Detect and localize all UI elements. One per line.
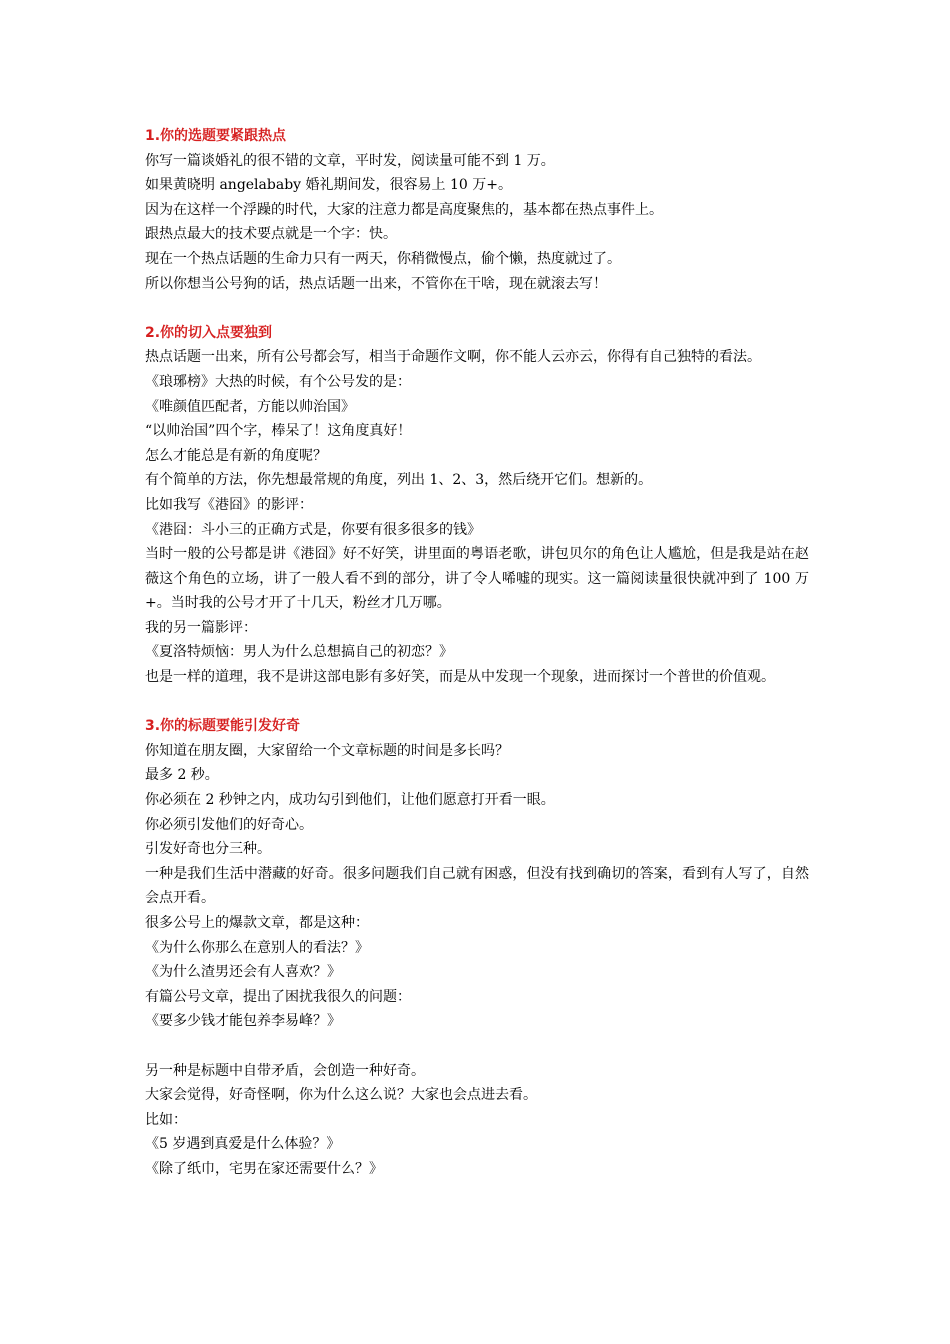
body-line: 怎么才能总是有新的角度呢？ [145,447,327,464]
body-line: 跟热点最大的技术要点就是一个字：快。 [145,226,397,243]
body-line: 如果黄晓明 angelababy 婚礼期间发，很容易上 10 万+。 [145,177,512,194]
body-line: 比如： [145,1111,187,1128]
body-line: 《为什么渣男还会有人喜欢？》 [145,964,341,981]
body-line: 引发好奇也分三种。 [145,841,271,858]
body-line: 有个简单的方法，你先想最常规的角度，列出 1、2、3，然后绕开它们。想新的。 [145,472,653,489]
body-line: 热点话题一出来，所有公号都会写，相当于命题作文啊，你不能人云亦云，你得有自己独特的看法。 [145,349,761,366]
blank-line [145,1034,815,1059]
body-line: 《除了纸巾，宅男在家还需要什么？》 [145,1160,383,1177]
body-line: 因为在这样一个浮躁的时代，大家的注意力都是高度聚焦的，基本都在热点事件上。 [145,201,663,218]
section-spacer [145,690,815,715]
section-heading: 3.你的标题要能引发好奇 [145,718,301,735]
body-line: 《5 岁遇到真爱是什么体验？》 [145,1136,341,1153]
section-heading: 1.你的选题要紧跟热点 [145,128,287,144]
body-line: 《夏洛特烦恼：男人为什么总想搞自己的初恋？》 [145,644,453,661]
body-line: 《要多少钱才能包养李易峰？》 [145,1013,341,1030]
body-line: 《港囧：斗小三的正确方式是，你要有很多很多的钱》 [145,521,481,538]
body-line: 《琅琊榜》大热的时候，有个公号发的是： [145,373,411,390]
body-line: 你写一篇谈婚礼的很不错的文章，平时发，阅读量可能不到 1 万。 [145,152,555,169]
body-line: “以帅治国”四个字，棒呆了！这角度真好！ [145,423,412,440]
body-line: 所以你想当公号狗的话，热点话题一出来，不管你在干啥，现在就滚去写！ [145,275,607,292]
body-line: 我的另一篇影评： [145,619,257,636]
section-2 [145,321,815,690]
body-line: 另一种是标题中自带矛盾，会创造一种好奇。 [145,1062,425,1079]
body-line: 最多 2 秒。 [145,767,219,784]
body-line: 《为什么你那么在意别人的看法？》 [145,939,369,956]
body-line: 很多公号上的爆款文章，都是这种： [145,915,369,931]
body-line: 比如我写《港囧》的影评： [145,496,313,513]
section-1 [145,124,815,296]
body-line: 《唯颜值匹配者，方能以帅治国》 [145,398,355,415]
body-line: 你必须在 2 秒钟之内，成功勾引到他们，让他们愿意打开看一眼。 [145,792,555,809]
section-3 [145,714,815,1181]
body-line: 大家会觉得，好奇怪啊，你为什么这么说？大家也会点进去看。 [145,1087,537,1104]
body-line: 你知道在朋友圈，大家留给一个文章标题的时间是多长吗？ [145,742,509,759]
body-line: 你必须引发他们的好奇心。 [145,816,313,833]
body-line: 有篇公号文章，提出了困扰我很久的问题： [145,988,411,1005]
body-paragraph: 当时一般的公号都是讲《港囧》好不好笑，讲里面的粤语老歌，讲包贝尔的角色让人尴尬，但是我是站在赵薇这个角色的立场，讲了一般人看不到的部分，讲了令人唏嘘的现实。这一篇阅读量很快就冲到了 100 万+。当时我的公号才开了十几天，粉丝才几万哪。 [145,546,809,612]
body-paragraph: 一种是我们生活中潜藏的好奇。很多问题我们自己就有困惑，但没有找到确切的答案，看到有人写了，自然会点开看。 [145,865,809,907]
section-spacer [145,296,815,321]
document-page [145,124,815,1182]
body-line: 现在一个热点话题的生命力只有一两天，你稍微慢点，偷个懒，热度就过了。 [145,250,621,267]
body-line: 也是一样的道理，我不是讲这部电影有多好笑，而是从中发现一个现象，进而探讨一个普世的价值观。 [145,669,775,686]
section-heading: 2.你的切入点要独到 [145,324,273,341]
